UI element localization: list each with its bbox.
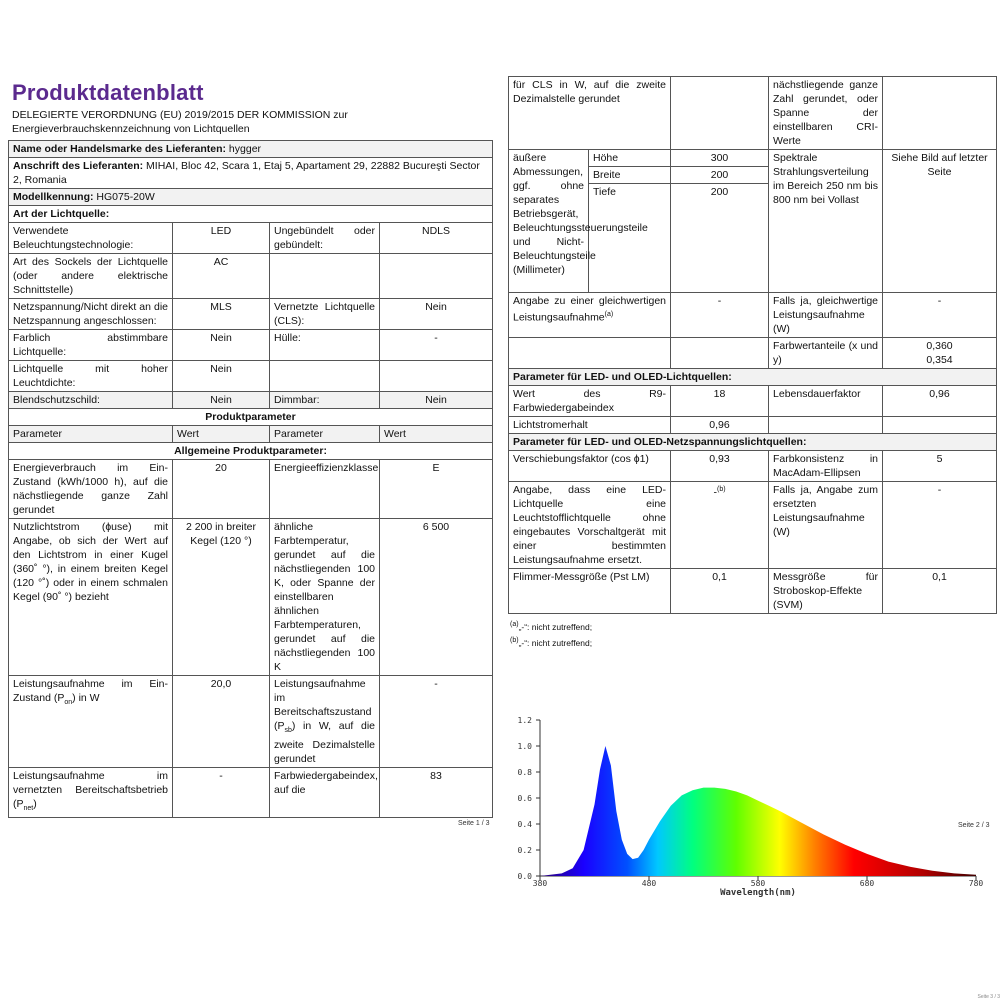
table-row bbox=[9, 361, 493, 392]
y-tick-label: 0.0 bbox=[517, 872, 532, 881]
y-tick-label: 1.0 bbox=[517, 742, 532, 751]
r9-label: Wert des R9-Farbwiedergabeindex bbox=[509, 386, 671, 417]
cri-continuation: nächstliegende ganze Zahl gerundet, oder Spanne der einstellbaren CRI-Werte bbox=[769, 77, 883, 150]
dim-value: 300 bbox=[671, 150, 769, 167]
cri-value: 83 bbox=[380, 768, 493, 818]
param-label: Verwendete Beleuchtungstechnologie: bbox=[9, 223, 173, 254]
column-header-row bbox=[9, 426, 493, 443]
net-standby-label: Leistungsaufnahme im vernetzten Bereitschaftsbetrieb $(P_{net})$ bbox=[9, 768, 173, 818]
y-tick-label: 0.8 bbox=[517, 768, 532, 777]
y-tick-label: 0.2 bbox=[517, 846, 532, 855]
param-value: MLS bbox=[173, 299, 270, 330]
param-value: Nein bbox=[173, 361, 270, 392]
survival-factor-label: Lebensdauerfaktor bbox=[769, 386, 883, 417]
param-value: AC bbox=[173, 254, 270, 299]
empty-cell bbox=[380, 361, 493, 392]
spectrum-area bbox=[540, 746, 976, 876]
empty-cell bbox=[883, 77, 997, 150]
chromaticity-value: 0,360 0,354 bbox=[883, 338, 997, 369]
x-tick-label: 580 bbox=[750, 879, 766, 888]
param-value: 2 200 in breiter Kegel (120 °) bbox=[173, 519, 270, 676]
light-source-type-heading: Art der Lichtquelle: bbox=[9, 206, 493, 223]
model-row bbox=[9, 189, 493, 206]
column-header: Parameter bbox=[270, 426, 380, 443]
empty-cell bbox=[270, 254, 380, 299]
equiv-power-indication-value: - bbox=[671, 293, 769, 338]
empty-cell bbox=[509, 338, 671, 369]
param-value: Nein bbox=[380, 392, 493, 409]
equiv-power-indication-label: Angabe zu einer gleichwertigen Leistungsaufnahme$^{(a)}$ bbox=[509, 293, 671, 338]
dim-name: Breite bbox=[589, 167, 671, 184]
equiv-power-value: - bbox=[883, 293, 997, 338]
page-number-2: Seite 2 / 3 bbox=[958, 822, 990, 829]
page-title: Produktdatenblatt bbox=[12, 80, 204, 105]
table-row bbox=[509, 386, 997, 417]
empty-cell bbox=[671, 77, 769, 150]
table-row bbox=[9, 330, 493, 361]
datasheet-page-2 bbox=[508, 76, 996, 650]
dim-name: Tiefe bbox=[589, 184, 671, 293]
param-value: LED bbox=[173, 223, 270, 254]
param-label: Blendschutzschild: bbox=[9, 392, 173, 409]
y-tick-label: 0.6 bbox=[517, 794, 532, 803]
chromaticity-label: Farbwertanteile (x und y) bbox=[769, 338, 883, 369]
empty-cell bbox=[270, 361, 380, 392]
y-tick-label: 1.2 bbox=[517, 716, 532, 725]
table-row bbox=[509, 338, 997, 369]
x-tick-label: 480 bbox=[641, 879, 657, 888]
replacement-power-value: - bbox=[883, 482, 997, 569]
table-row bbox=[509, 482, 997, 569]
table-row bbox=[509, 77, 997, 150]
survival-factor-value: 0,96 bbox=[883, 386, 997, 417]
param-label: Art des Sockels der Lichtquelle (oder andere elektrische Schnittstelle) bbox=[9, 254, 173, 299]
product-params-heading: Produktparameter bbox=[9, 409, 493, 426]
dimensions-label: äußere Abmessungen, ggf. ohne separates Betriebsgerät, Beleuchtungssteuerungsteile und Nicht-Beleuchtungsteile (Millimeter) bbox=[509, 150, 589, 293]
param-label: Ungebündelt oder gebündelt: bbox=[270, 223, 380, 254]
table-row bbox=[509, 293, 997, 338]
column-header: Parameter bbox=[9, 426, 173, 443]
flicker-label: Flimmer-Messgröße (Pst LM) bbox=[509, 569, 671, 614]
flicker-value: 0,1 bbox=[671, 569, 769, 614]
column-header: Wert bbox=[380, 426, 493, 443]
standby-value: - bbox=[380, 676, 493, 768]
dim-value: 200 bbox=[671, 184, 769, 293]
empty-cell bbox=[380, 254, 493, 299]
stroboscopic-value: 0,1 bbox=[883, 569, 997, 614]
lumen-maintenance-value: 0,96 bbox=[671, 417, 769, 434]
param-value: NDLS bbox=[380, 223, 493, 254]
displacement-factor-value: 0,93 bbox=[671, 451, 769, 482]
datasheet-page-1 bbox=[8, 76, 492, 818]
lumen-maintenance-label: Lichtstromerhalt bbox=[509, 417, 671, 434]
table-row bbox=[509, 569, 997, 614]
replacement-value: -$^{(b)}$ bbox=[671, 482, 769, 569]
param-label: ähnliche Farbtemperatur, gerundet auf die nächstliegenden 100 K, oder Spanne der einstellbaren ähnlichen Farbtemperaturen, gerundet auf die nächstliegenden 100 K bbox=[270, 519, 380, 676]
r9-value: 18 bbox=[671, 386, 769, 417]
supplier-label: Name oder Handelsmarke des Lieferanten: bbox=[13, 143, 226, 155]
model-label: Modellkennung: bbox=[13, 191, 94, 203]
param-value: Nein bbox=[173, 330, 270, 361]
spectral-label: Spektrale Strahlungsverteilung im Bereich 250 nm bis 800 nm bei Vollast bbox=[769, 150, 883, 293]
x-tick-label: 780 bbox=[968, 879, 984, 888]
color-consistency-label: Farbkonsistenz in MacAdam-Ellipsen bbox=[769, 451, 883, 482]
supplier-value: hygger bbox=[228, 143, 262, 155]
x-tick-label: 680 bbox=[859, 879, 875, 888]
stroboscopic-label: Messgröße für Stroboskop-Effekte (SVM) bbox=[769, 569, 883, 614]
empty-cell bbox=[671, 338, 769, 369]
param-value: 20 bbox=[173, 460, 270, 519]
param-label: Nutzlichtstrom (ɸuse) mit Angabe, ob sich der Wert auf den Lichtstrom in einer Kugel (360˚ °), in einem breiten Kegel (120 °˚) oder in einem schmalen Kegel (90˚ °) bezieht bbox=[9, 519, 173, 676]
param-value: 6 500 bbox=[380, 519, 493, 676]
param-label: Farblich abstimmbare Lichtquelle: bbox=[9, 330, 173, 361]
table-row bbox=[9, 460, 493, 519]
address-value: MIHAI, Bloc 42, Scara 1, Etaj 5, Apartament 29, 22882 Bucureşti Sector 2, Romania bbox=[13, 160, 480, 186]
dim-value: 200 bbox=[671, 167, 769, 184]
power-on-value: 20,0 bbox=[173, 676, 270, 768]
led-oled-heading: Parameter für LED- und OLED-Lichtquellen: bbox=[509, 369, 997, 386]
general-params-heading: Allgemeine Produktparameter: bbox=[9, 443, 493, 460]
param-label: Hülle: bbox=[270, 330, 380, 361]
column-header: Wert bbox=[173, 426, 270, 443]
param-value: - bbox=[380, 330, 493, 361]
x-tick-label: 380 bbox=[532, 879, 548, 888]
model-value: HG075-20W bbox=[96, 191, 155, 203]
cri-label: Farbwiedergabeindex, auf die bbox=[270, 768, 380, 818]
supplier-row bbox=[9, 141, 493, 158]
param-label: Energieeffizienzklasse bbox=[270, 460, 380, 519]
param-value: Nein bbox=[380, 299, 493, 330]
param-label: Dimmbar: bbox=[270, 392, 380, 409]
table-row bbox=[509, 417, 997, 434]
table-row bbox=[9, 768, 493, 818]
table-row bbox=[9, 254, 493, 299]
table-row bbox=[9, 223, 493, 254]
page-number-1: Seite 1 / 3 bbox=[458, 820, 490, 827]
displacement-factor-label: Verschiebungsfaktor (cos ɸ1) bbox=[509, 451, 671, 482]
mains-heading: Parameter für LED- und OLED-Netzspannungslichtquellen: bbox=[509, 434, 997, 451]
replacement-power-label: Falls ja, Angabe zum ersetzten Leistungsaufnahme (W) bbox=[769, 482, 883, 569]
page-number-3: Seite 3 / 3 bbox=[977, 994, 1000, 1000]
param-label: Netzspannung/Nicht direkt an die Netzspannung angeschlossen: bbox=[9, 299, 173, 330]
standby-label: Leistungsaufnahme im Bereitschaftszustand $(P_{sb})$ in W, auf die zweite Dezimalstelle gerundet bbox=[270, 676, 380, 768]
table-row bbox=[9, 299, 493, 330]
datasheet-table-2 bbox=[508, 76, 997, 614]
datasheet-table-1 bbox=[8, 140, 493, 818]
cls-continuation: für CLS in W, auf die zweite Dezimalstelle gerundet bbox=[509, 77, 671, 150]
table-row bbox=[509, 451, 997, 482]
address-row bbox=[9, 158, 493, 189]
footnote-b: $^{(b)}$„-“: nicht zutreffend; bbox=[510, 636, 593, 648]
x-axis-label: Wavelength(nm) bbox=[720, 888, 796, 898]
table-row bbox=[9, 676, 493, 768]
param-label: Lichtquelle mit hoher Leuchtdichte: bbox=[9, 361, 173, 392]
footnote-a: $^{(a)}$„-“: nicht zutreffend; bbox=[510, 621, 593, 632]
param-label: Vernetzte Lichtquelle (CLS): bbox=[270, 299, 380, 330]
param-label: Energieverbrauch im Ein-Zustand (kWh/1000 h), auf die nächstliegende ganze Zahl gerundet bbox=[9, 460, 173, 519]
spectral-value: Siehe Bild auf letzter Seite bbox=[883, 150, 997, 293]
regulation-text: DELEGIERTE VERORDNUNG (EU) 2019/2015 DER KOMMISSION zur Energieverbrauchskennzeichnung von Lichtquellen bbox=[12, 109, 348, 135]
net-standby-value: - bbox=[173, 768, 270, 818]
y-tick-label: 0.4 bbox=[517, 820, 532, 829]
table-row bbox=[9, 392, 493, 409]
replacement-label: Angabe, dass eine LED-Lichtquelle eine Leuchtstofflichtquelle ohne eingebautes Vorschaltgerät mit einer bestimmten Leistungsaufnahme ersetzt. bbox=[509, 482, 671, 569]
empty-cell bbox=[769, 417, 883, 434]
dim-name: Höhe bbox=[589, 150, 671, 167]
equiv-power-label: Falls ja, gleichwertige Leistungsaufnahme (W) bbox=[769, 293, 883, 338]
spectrum-chart bbox=[496, 708, 992, 908]
param-value: Nein bbox=[173, 392, 270, 409]
empty-cell bbox=[883, 417, 997, 434]
table-row bbox=[509, 150, 997, 167]
power-on-label: Leistungsaufnahme im Ein-Zustand $(P_{on})$ in W bbox=[9, 676, 173, 768]
table-row bbox=[9, 519, 493, 676]
address-label: Anschrift des Lieferanten: bbox=[13, 160, 144, 172]
param-value: E bbox=[380, 460, 493, 519]
color-consistency-value: 5 bbox=[883, 451, 997, 482]
